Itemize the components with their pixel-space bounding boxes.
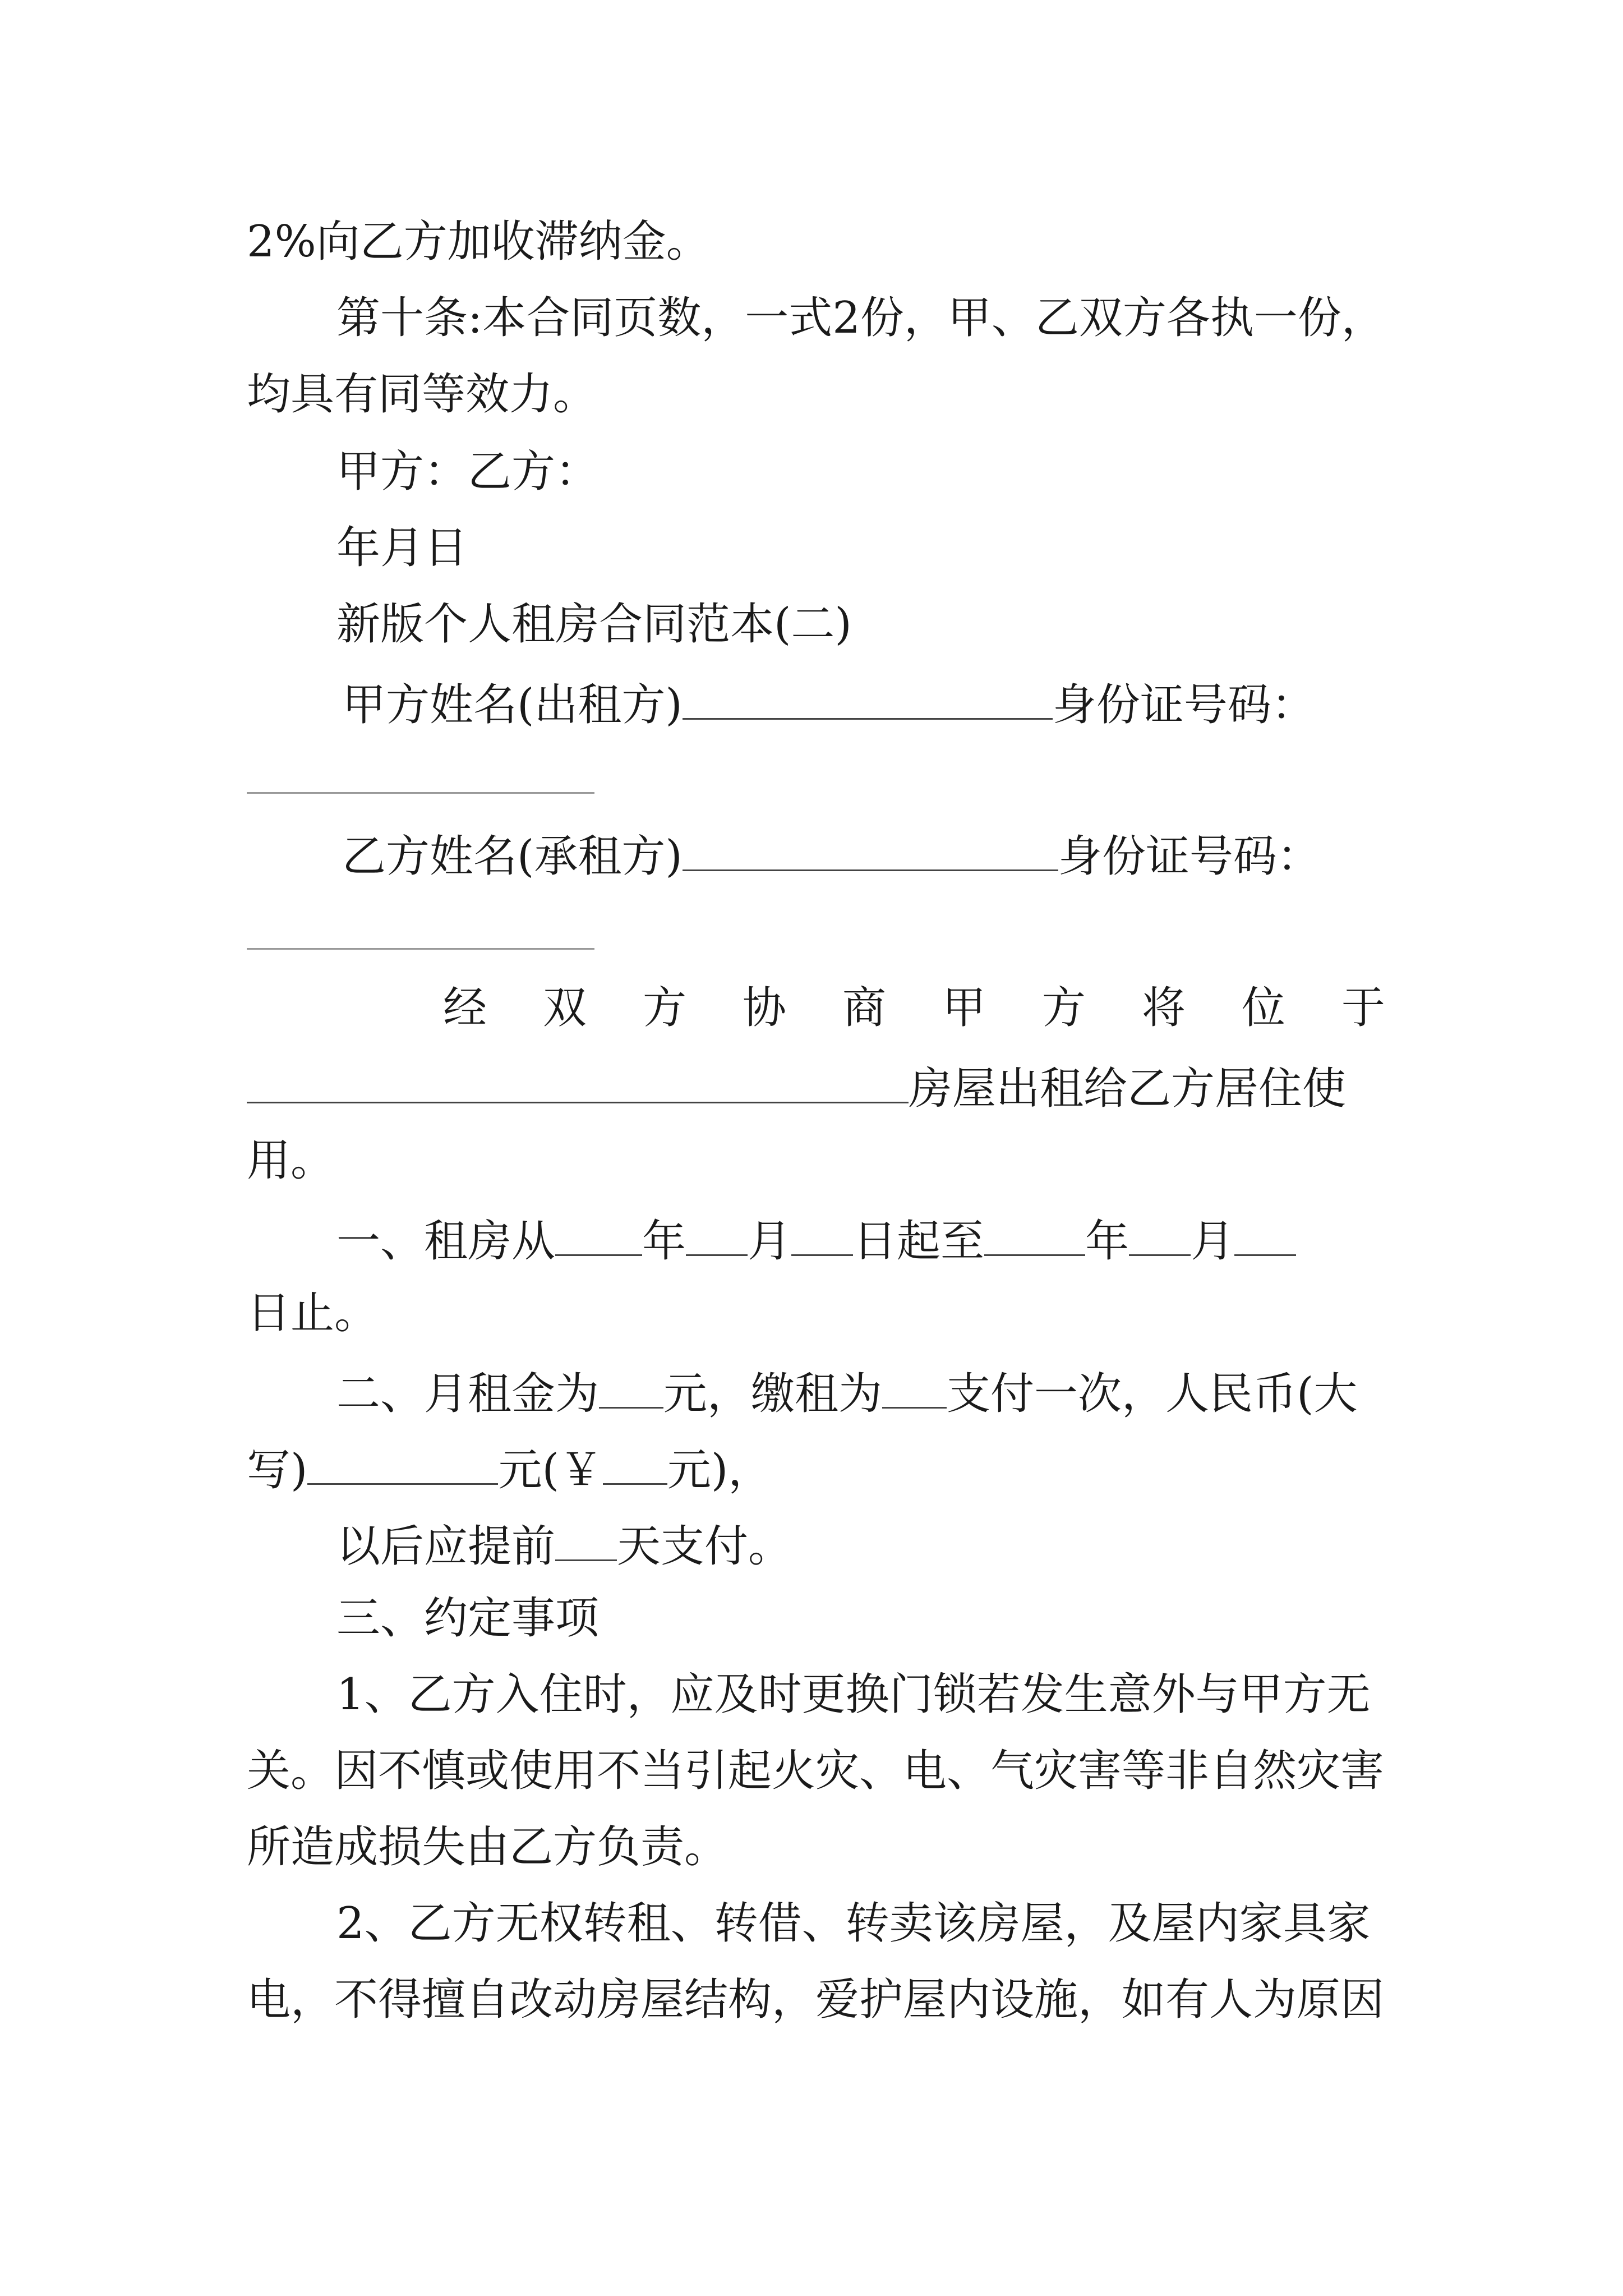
- char: 双: [542, 983, 587, 1033]
- section-title: 新版个人租房合同范本(二): [336, 599, 852, 650]
- fill-blank: [683, 679, 1053, 720]
- landlord-name-label: 甲方姓名(出租方): [342, 680, 683, 731]
- fill-blank: [247, 792, 594, 794]
- char: 方: [1041, 983, 1086, 1033]
- fill-blank: [307, 1444, 498, 1485]
- fill-blank: [247, 1062, 909, 1103]
- tenant-name-label: 乙方姓名(承租方): [342, 831, 683, 882]
- text-line: 用。: [247, 1135, 335, 1186]
- text-line: 电，不得擅自改动房屋结构，爱护屋内设施，如有人为原因: [247, 1975, 1385, 2025]
- id-number-label: 身份证号码：: [1058, 831, 1321, 882]
- text-line: 年月日: [336, 523, 468, 573]
- char: 甲: [942, 983, 986, 1033]
- text-line: 1、乙方入住时，应及时更换门锁若发生意外与甲方无: [336, 1669, 1371, 1720]
- fill-blank: [984, 1215, 1085, 1256]
- char: 商: [842, 983, 886, 1033]
- text-line: 一、租房从 年 月 日起至 年 月: [336, 1215, 1296, 1263]
- text-line: 写) 元(￥ 元)，: [247, 1444, 772, 1492]
- text-line: 三、约定事项: [336, 1593, 600, 1644]
- char: 于: [1341, 983, 1385, 1033]
- char: 将: [1141, 983, 1186, 1033]
- text-line: 二、月租金为 元，缴租为 支付一次，人民币(大: [336, 1368, 1357, 1416]
- text-line: 房屋出租给乙方居住使: [247, 1062, 1346, 1111]
- fill-blank: [683, 830, 1058, 871]
- char: 协: [742, 983, 786, 1033]
- fill-blank: [882, 1368, 947, 1409]
- fill-blank: [1234, 1215, 1296, 1256]
- text-line: [342, 679, 1315, 731]
- fill-blank: [599, 1368, 663, 1409]
- char: 经: [443, 983, 487, 1033]
- text-line: 2、乙方无权转租、转借、转卖该房屋，及屋内家具家: [336, 1898, 1371, 1949]
- fill-blank: [555, 1215, 642, 1256]
- text-line: 日止。: [247, 1288, 379, 1338]
- text-line: [443, 983, 1385, 1033]
- fill-blank: [603, 1444, 667, 1485]
- fill-blank: [247, 948, 594, 950]
- fill-blank: [686, 1215, 748, 1256]
- text-line: 均具有同等效力。: [247, 369, 597, 420]
- text-line: 2%向乙方加收滞纳金。: [247, 217, 710, 267]
- char: 位: [1241, 983, 1285, 1033]
- text-line: 甲方：乙方：: [336, 447, 600, 497]
- fill-blank: [1129, 1215, 1191, 1256]
- text-line: 第十条:本合同页数，一式2份，甲、乙双方各执一份，: [336, 293, 1385, 343]
- id-number-label: 身份证号码：: [1052, 680, 1315, 731]
- text-line: [342, 830, 1321, 882]
- text-line: 所造成损失由乙方负责。: [247, 1822, 728, 1872]
- fill-blank: [555, 1520, 617, 1561]
- text-line: 以后应提前 天支付。: [336, 1520, 792, 1568]
- char: 方: [642, 983, 686, 1033]
- text-line: 关。因不慎或使用不当引起火灾、电、气灾害等非自然灾害: [247, 1746, 1385, 1796]
- fill-blank: [791, 1215, 853, 1256]
